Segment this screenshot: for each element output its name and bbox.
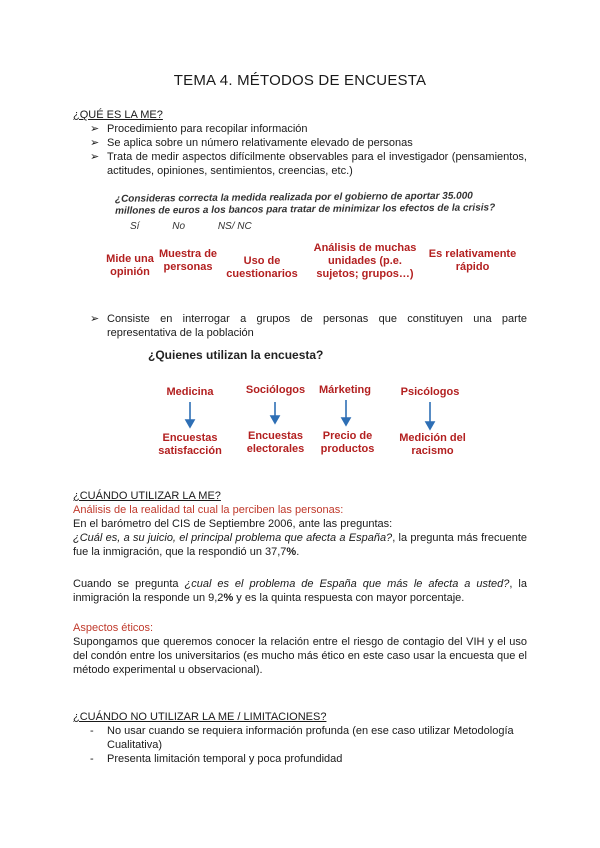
use-satisfaccion: Encuestas satisfacción — [158, 432, 222, 457]
list-item: - Presenta limitación temporal y poca profundidad — [90, 753, 343, 765]
feature-sample: Muestra de personas — [158, 248, 218, 273]
user-sociologos: Sociólogos — [245, 384, 306, 396]
arrow-head-icon — [426, 422, 434, 429]
option-nsnc: NS/ NC — [217, 221, 252, 232]
paragraph-ethics: Supongamos que queremos conocer la relación entre el riesgo de contagio del VIH y el uso del condón entre los universitarios (es mucho más ético en este caso usar la encuesta que el método experimental u observacional). — [73, 636, 527, 676]
survey-example-question: ¿Consideras correcta la medida realizada por el gobierno de aportar 35.000 millones de euros a los bancos para tratar de minimizar los efectos de la crisis? — [114, 190, 496, 217]
option-no: No — [172, 221, 186, 232]
section-heading-when: ¿CUÁNDO UTILIZAR LA ME? — [73, 490, 221, 502]
list-item: ➢ Se aplica sobre un número relativamente elevado de personas — [90, 137, 413, 149]
subheading-ethics: Aspectos éticos: — [73, 622, 154, 634]
user-marketing: Márketing — [319, 384, 371, 396]
feature-questionnaires: Uso de cuestionarios — [226, 255, 298, 280]
paragraph-personal-problem: Cuando se pregunta ¿cual es el problema de España que más le afecta a usted?, la inmigración la responde un 9,2% y es la quinta respuesta con mayor porcentaje. — [73, 578, 527, 604]
paragraph-cis-intro: En el barómetro del CIS de Septiembre 2006, ante las preguntas: — [73, 518, 393, 530]
subheading-reality: Análisis de la realidad tal cual la perciben las personas: — [73, 504, 344, 516]
feature-fast: Es relativamente rápido — [428, 248, 517, 273]
list-item: ➢ Consiste en interrogar a grupos de personas que constituyen una parte representativa de la población — [90, 313, 527, 339]
use-precio: Precio de productos — [320, 430, 375, 455]
use-racismo: Medición del racismo — [399, 432, 466, 457]
users-diagram-title: ¿Quienes utilizan la encuesta? — [148, 348, 324, 362]
user-medicina: Medicina — [166, 386, 214, 398]
feature-opinion: Mide una opinión — [106, 253, 154, 278]
use-electorales: Encuestas electorales — [246, 430, 305, 455]
section-heading-limitations: ¿CUÁNDO NO UTILIZAR LA ME / LIMITACIONES? — [73, 711, 327, 723]
option-yes: Sí — [130, 221, 140, 232]
arrow-bullet-icon: ➢ — [90, 313, 100, 325]
feature-many-units: Análisis de muchas unidades (p.e. sujetos; grupos…) — [313, 242, 417, 280]
arrow-head-icon — [271, 416, 279, 423]
paragraph-cis-result: ¿Cuál es, a su juicio, el principal problema que afecta a España?, la pregunta más frecuente fue la inmigración, que la respondió un 37,7%. — [73, 532, 527, 558]
section-heading-what: ¿QUÉ ES LA ME? — [73, 109, 163, 121]
limitations-list — [90, 724, 527, 766]
arrow-bullet-icon: ➢ — [90, 151, 100, 163]
list-item: ➢ Procedimiento para recopilar información — [90, 123, 308, 135]
arrow-bullet-icon: ➢ — [90, 137, 100, 149]
list-item: - No usar cuando se requiera información profunda (en ese caso utilizar Metodología Cualitativa) — [90, 725, 514, 751]
list-item: ➢ Trata de medir aspectos difícilmente observables para el investigador (pensamientos, actitudes, opiniones, sentimientos, creencias, etc.) — [90, 151, 527, 177]
page-title: TEMA 4. MÉTODOS DE ENCUESTA — [173, 72, 427, 89]
arrow-head-icon — [342, 418, 350, 425]
arrow-bullet-icon: ➢ — [90, 123, 100, 135]
user-psicologos: Psicólogos — [400, 386, 460, 398]
arrow-head-icon — [186, 420, 194, 427]
